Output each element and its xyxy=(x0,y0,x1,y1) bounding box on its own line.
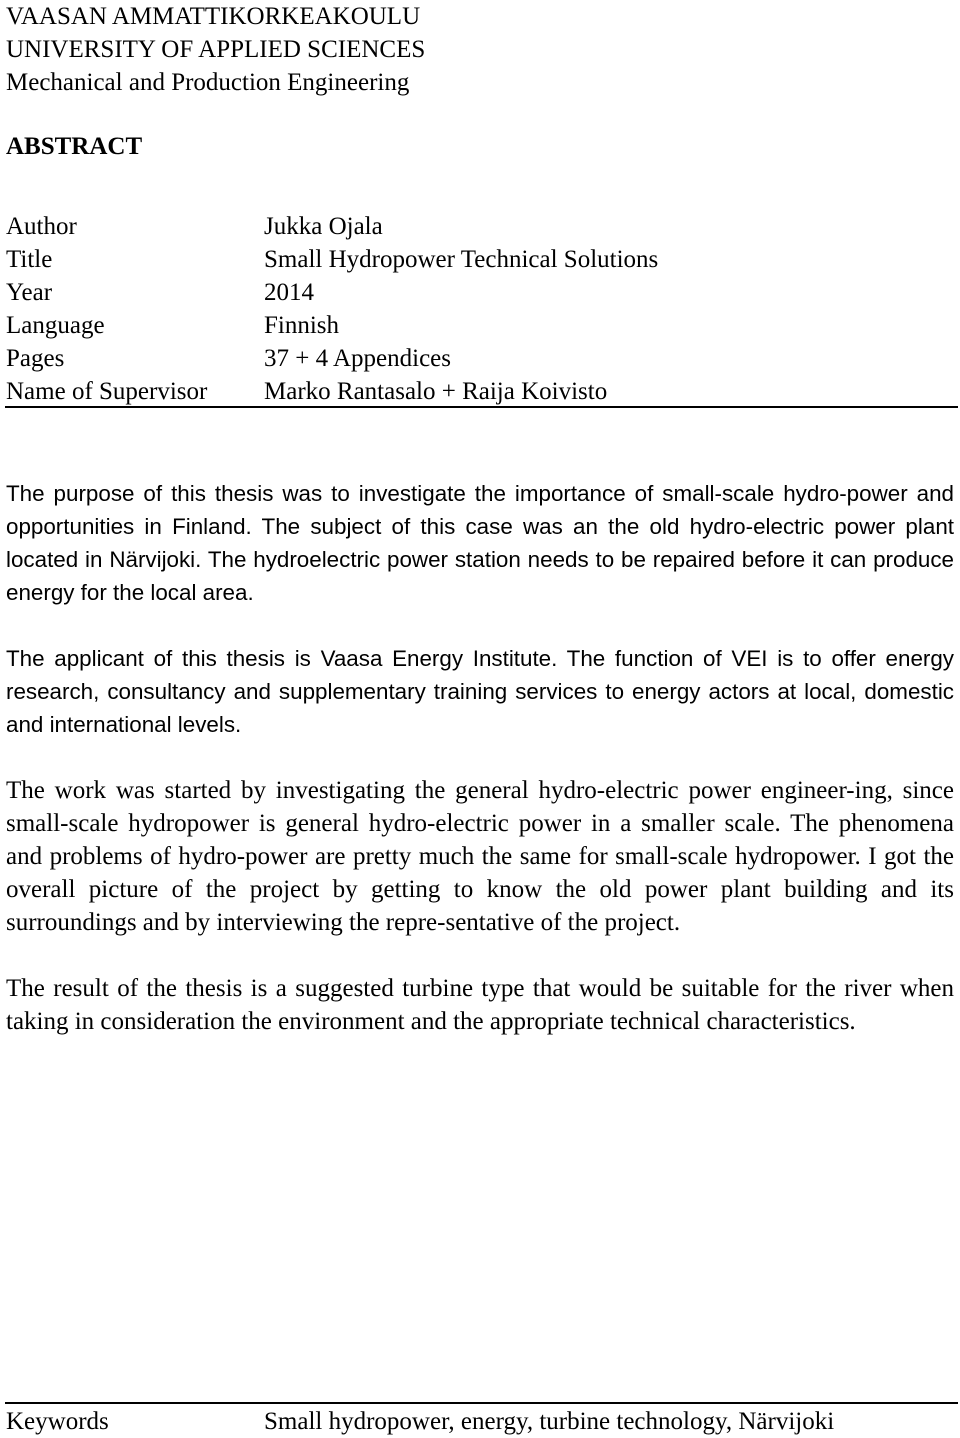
meta-value: Small Hydropower Technical Solutions xyxy=(264,246,659,273)
meta-value: Finnish xyxy=(264,312,340,339)
keywords-row xyxy=(6,1405,958,1438)
meta-row-author xyxy=(6,210,958,243)
meta-value: Marko Rantasalo + Raija Koivisto xyxy=(264,378,608,405)
metadata-table xyxy=(6,210,958,408)
header-divider xyxy=(5,406,958,408)
keywords-value: Small hydropower, energy, turbine technology, Närvijoki xyxy=(264,1408,835,1435)
meta-row-language xyxy=(6,309,958,342)
meta-label: Author xyxy=(6,213,77,240)
abstract-paragraph-3: The work was started by investigating the general hydro-electric power engineer-ing, since small-scale hydropower is general hydro-electric power in a smaller scale. The phenomena and problems of hydro-power are pretty much the same for small-scale hydropower. I got the overall picture of the project by getting to know the old power plant building and its surroundings and by interviewing the repre-sentative of the project. xyxy=(6,777,954,936)
meta-value: 2014 xyxy=(264,279,314,306)
keywords-label: Keywords xyxy=(6,1408,109,1435)
meta-row-pages xyxy=(6,342,958,375)
meta-label: Name of Supervisor xyxy=(6,378,208,405)
abstract-paragraph-1: The purpose of this thesis was to investigate the importance of small-scale hydro-power and opportunities in Finland. The subject of this case was an the old hydro-electric power plant located in Närvijoki. The hydroelectric power station needs to be repaired before it can produce energy for the local area. xyxy=(6,481,954,605)
meta-row-title xyxy=(6,243,958,276)
meta-label: Language xyxy=(6,312,105,339)
meta-value: 37 + 4 Appendices xyxy=(264,345,451,372)
abstract-body xyxy=(6,477,954,1071)
meta-label: Title xyxy=(6,246,53,273)
abstract-paragraph-4: The result of the thesis is a suggested turbine type that would be suitable for the river when taking in consideration the environment and the appropriate technical characteristics. xyxy=(6,975,954,1035)
meta-label: Year xyxy=(6,279,53,306)
meta-row-year xyxy=(6,276,958,309)
institution-name-english: UNIVERSITY OF APPLIED SCIENCES xyxy=(6,36,426,63)
keywords-divider xyxy=(5,1402,958,1404)
institution-name: VAASAN AMMATTIKORKEAKOULU xyxy=(6,3,421,30)
meta-value: Jukka Ojala xyxy=(264,213,383,240)
document-header xyxy=(6,0,425,99)
meta-row-supervisor xyxy=(6,375,958,408)
abstract-paragraph-2: The applicant of this thesis is Vaasa Energy Institute. The function of VEI is to offer energy research, consultancy and supplementary training services to energy actors at local, domestic and international levels. xyxy=(6,646,954,737)
abstract-heading: ABSTRACT xyxy=(6,133,143,160)
department-name: Mechanical and Production Engineering xyxy=(6,69,410,96)
meta-label: Pages xyxy=(6,345,65,372)
